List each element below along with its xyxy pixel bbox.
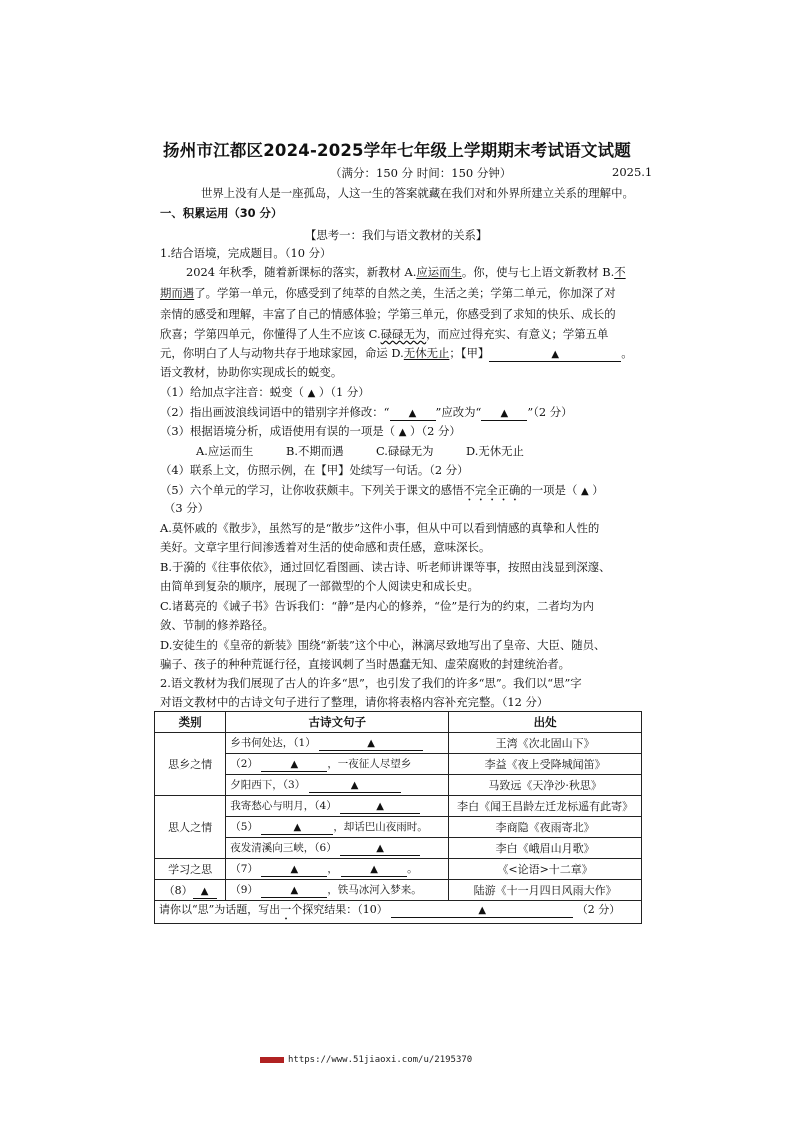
blank-triangle-icon: ▲: [398, 427, 407, 438]
intro-text: 世界上没有人是一座孤岛，人这一生的答案就藏在我们对和外界所建立关系的理解中。: [201, 186, 634, 200]
option-d-line-2[interactable]: 骗子、孩子的种种荒诞行径，直接讽刺了当时愚蠢无知、虚荣腐败的封建统治者。: [160, 657, 571, 671]
category-cell: 思人之情: [155, 796, 226, 859]
blank-triangle-icon: ▲: [293, 822, 302, 833]
table-row: [155, 880, 642, 901]
answer-blank[interactable]: [489, 347, 621, 362]
passage-text: ；【甲】: [449, 346, 490, 360]
sentence-cell: [226, 754, 449, 775]
underlined-idiom-d: 无休无止: [403, 346, 450, 360]
passage-text: 2024 年秋季，随着新课标的落实，新教材 A.: [186, 265, 417, 279]
passage-text: 欣喜；学第四单元，你懂得了人生不应该 C.: [160, 327, 381, 341]
sentence-text: ，: [327, 863, 338, 875]
answer-blank[interactable]: [261, 821, 333, 835]
answer-blank[interactable]: [391, 904, 573, 918]
answer-blank[interactable]: [193, 885, 217, 899]
question-1-title: 1.结合语境，完成题目。（10 分）: [160, 246, 332, 260]
answer-blank[interactable]: [481, 406, 527, 421]
source-cell: 《<论语>十二章》: [449, 859, 642, 880]
answer-blank[interactable]: [341, 863, 407, 877]
category-cell: [155, 880, 226, 901]
sentence-cell: [226, 817, 449, 838]
option-c-line-2[interactable]: 敛、节制的修养路径。: [160, 618, 274, 632]
source-cell: 李白《峨眉山月歌》: [449, 838, 642, 859]
blank-triangle-icon: ▲: [408, 408, 417, 419]
underlined-idiom-b: 期而遇: [160, 286, 195, 300]
passage-line-6: 语文教材，协助你实现成长的蜕变。: [160, 365, 343, 379]
sentence-text: ，铁马冰河入梦来。: [327, 884, 422, 896]
blank-triangle-icon: ▲: [290, 885, 299, 896]
source-cell: 李白《闻王昌龄左迁龙标遥有此寄》: [449, 796, 642, 817]
subquestion-3: [160, 423, 461, 441]
source-cell: 李益《夜上受降城闻笛》: [449, 754, 642, 775]
blank-triangle-icon: ▲: [290, 864, 299, 875]
sentence-text: （2）: [230, 758, 258, 770]
source-cell: 马致远《天净沙·秋思》: [449, 775, 642, 796]
passage-line-3: 亲情的感受和理解，丰富了自己的情感体验；学第三单元，你感受到了求知的快乐、成长的: [160, 307, 616, 321]
footer-watermark: [260, 1055, 472, 1065]
blank-triangle-icon: ▲: [551, 349, 560, 360]
subquestion-2: [160, 404, 573, 421]
sentence-text: 夕阳西下，（3）: [230, 779, 306, 791]
subquestion-text: ”（2 分）: [527, 405, 573, 419]
answer-blank[interactable]: [309, 779, 401, 793]
question-2-line-2: 对语文教材中的古诗文句子进行了整理，请你将表格内容补充完整。（12 分）: [160, 695, 549, 709]
prompt-text: （2 分）: [576, 903, 621, 916]
blank-triangle-icon: ▲: [290, 759, 299, 770]
answer-blank[interactable]: [261, 884, 327, 898]
passage-text: 。: [621, 346, 633, 360]
footer-url[interactable]: https://www.51jiaoxi.com/u/2195370: [288, 1055, 473, 1065]
subquestion-4: （4）联系上文，仿照示例，在【甲】处续写一句话。（2 分）: [160, 463, 469, 477]
table-row: [155, 796, 642, 817]
source-cell: 李商隐《夜雨寄北》: [449, 817, 642, 838]
sentence-cell: [226, 838, 449, 859]
passage-line-4: [160, 326, 608, 343]
header-source: 出处: [449, 712, 642, 733]
explore-row-cell: [155, 901, 642, 924]
subquestion-text: ）: [588, 483, 604, 497]
option-b[interactable]: B.不期而遇: [286, 444, 344, 458]
passage-text: 元，你明白了人与动物共存于地球家园，命运 D.: [160, 346, 404, 360]
source-cell: 王湾《次北固山下》: [449, 733, 642, 754]
answer-blank[interactable]: [340, 842, 420, 856]
sentence-text: 。: [407, 863, 418, 875]
underlined-idiom-a: 应运而生: [416, 265, 462, 279]
passage-text: 。你，使与七上语文新教材 B.: [461, 265, 615, 279]
blank-triangle-icon: ▲: [376, 801, 384, 812]
subquestion-text: ”应改为“: [435, 405, 482, 419]
sentence-cell: [226, 796, 449, 817]
sentence-cell: [226, 733, 449, 754]
exam-info: （满分：150 分 时间：150 分钟）: [330, 166, 512, 180]
header-category: 类别: [155, 712, 226, 733]
category-cell: 思乡之情: [155, 733, 226, 796]
table-row: [155, 817, 642, 838]
sentence-cell: [226, 880, 449, 901]
sentence-cell: [226, 859, 449, 880]
blank-triangle-icon: ▲: [376, 843, 384, 854]
sentence-text: （9）: [230, 884, 258, 896]
answer-blank[interactable]: [261, 863, 327, 877]
answer-blank[interactable]: [340, 800, 420, 814]
passage-line-1: [186, 264, 626, 281]
option-b-line-2[interactable]: 由简单到复杂的顺序，展现了一部微型的个人阅读史和成长史。: [160, 579, 479, 593]
option-a[interactable]: A.应运而生: [196, 444, 254, 458]
option-c-line-1[interactable]: C.诸葛亮的《诫子书》告诉我们：“静”是内心的修养，“俭”是行为的约束，二者均为内: [160, 599, 594, 613]
table-row: [155, 775, 642, 796]
sentence-text: ，一夜征人尽望乡: [327, 758, 412, 770]
table-row: [155, 838, 642, 859]
option-d-line-1[interactable]: D.安徒生的《皇帝的新装》围绕“新装”这个中心，淋漓尽致地写出了皇帝、大臣、随员、: [160, 638, 606, 652]
subquestion-text: ）（1 分）: [315, 385, 370, 399]
subquestion-text: （2）指出画波浪线词语中的错别字并修改：“: [160, 405, 390, 419]
category-number: （8）: [163, 883, 193, 897]
table-row: [155, 859, 642, 880]
question-2-line-1: 2.语文教材为我们展现了古人的许多“思”，也引发了我们的许多“思”。我们以“思”字: [160, 676, 582, 690]
answer-blank[interactable]: [390, 406, 436, 421]
blank-triangle-icon: ▲: [370, 864, 378, 875]
passage-text: ，而应过得充实、有意义；学第五单: [426, 327, 609, 341]
sentence-text: （5）: [230, 821, 258, 833]
underlined-idiom-b: 不: [614, 265, 626, 279]
sentence-text: 乡书何处达，（1）: [230, 737, 316, 749]
category-cell: 学习之思: [155, 859, 226, 880]
option-b-line-1[interactable]: B.于漪的《往事依依》，通过回忆看图画、读古诗、听老师讲课等事，按照由浅显到深邃、: [160, 560, 611, 574]
table-row: [155, 733, 642, 754]
passage-line-2: [160, 285, 616, 302]
table-header-row: [155, 712, 642, 733]
subquestion-text: ）（2 分）: [406, 424, 461, 438]
sentence-cell: [226, 775, 449, 796]
subquestion-5: [160, 482, 604, 504]
answer-blank[interactable]: [261, 758, 327, 772]
exam-date: 2025.1: [612, 165, 653, 179]
subquestion-5-score: （3 分）: [164, 501, 210, 515]
passage-line-5: [160, 345, 633, 362]
blank-triangle-icon: ▲: [580, 486, 589, 497]
sentence-text: 夜发清溪向三峡，（6）: [230, 842, 337, 854]
sentence-text: （7）: [230, 863, 258, 875]
blank-triangle-icon: ▲: [367, 738, 375, 749]
table-row: [155, 754, 642, 775]
site-logo-icon: [260, 1057, 284, 1063]
blank-triangle-icon: ▲: [478, 905, 487, 916]
subquestion-1: [160, 384, 370, 402]
poem-table: [154, 711, 642, 924]
blank-triangle-icon: ▲: [307, 388, 316, 399]
subquestion-text: （3）根据语境分析，成语使用有误的一项是（: [160, 424, 399, 438]
option-a-line-2[interactable]: 美好。文章字里行间渗透着对生活的使命感和责任感，意味深长。: [160, 540, 491, 554]
blank-triangle-icon: ▲: [200, 885, 209, 897]
subquestion-text: 的一项是（: [520, 483, 581, 497]
header-sentence: 古诗文句子: [226, 712, 449, 733]
sentence-text: 我寄愁心与明月，（4）: [230, 800, 337, 812]
prompt-text: 请你以“思”为话题，写出: [159, 903, 281, 916]
page-title: 扬州市江都区2024-2025学年七年级上学期期末考试语文试题: [163, 141, 631, 160]
prompt-text: 个探究结果：（10）: [291, 903, 388, 916]
subquestion-text: （1）给加点字注音：蜕变（: [160, 385, 308, 399]
blank-triangle-icon: ▲: [350, 780, 359, 791]
source-cell: 陆游《十一月四日风雨大作》: [449, 880, 642, 901]
answer-blank[interactable]: [319, 737, 423, 751]
blank-triangle-icon: ▲: [500, 408, 509, 419]
wavy-idiom-c: 碌碌无为: [380, 327, 427, 341]
think-heading: 【思考一：我们与语文教材的关系】: [305, 228, 488, 242]
table-row: [155, 901, 642, 924]
option-c[interactable]: C.碌碌无为: [376, 444, 434, 458]
option-d[interactable]: D.无休无止: [466, 444, 524, 458]
section-heading: 一、积累运用（30 分）: [160, 206, 283, 220]
subquestion-text: （5）六个单元的学习，让你收获颇丰。下列关于课文的感悟: [160, 483, 464, 497]
sentence-text: ，却话巴山夜雨时。: [333, 821, 428, 833]
emphasized-text: 一: [280, 903, 292, 916]
option-a-line-1[interactable]: A.莫怀戚的《散步》，虽然写的是“散步”这件小事，但从中可以看到情感的真挚和人性的: [160, 521, 600, 535]
passage-text: 了。学第一单元，你感受到了纯萃的自然之美，生活之美；学第二单元，你加深了对: [194, 286, 616, 300]
emphasized-text: 不完全正确: [463, 483, 521, 497]
